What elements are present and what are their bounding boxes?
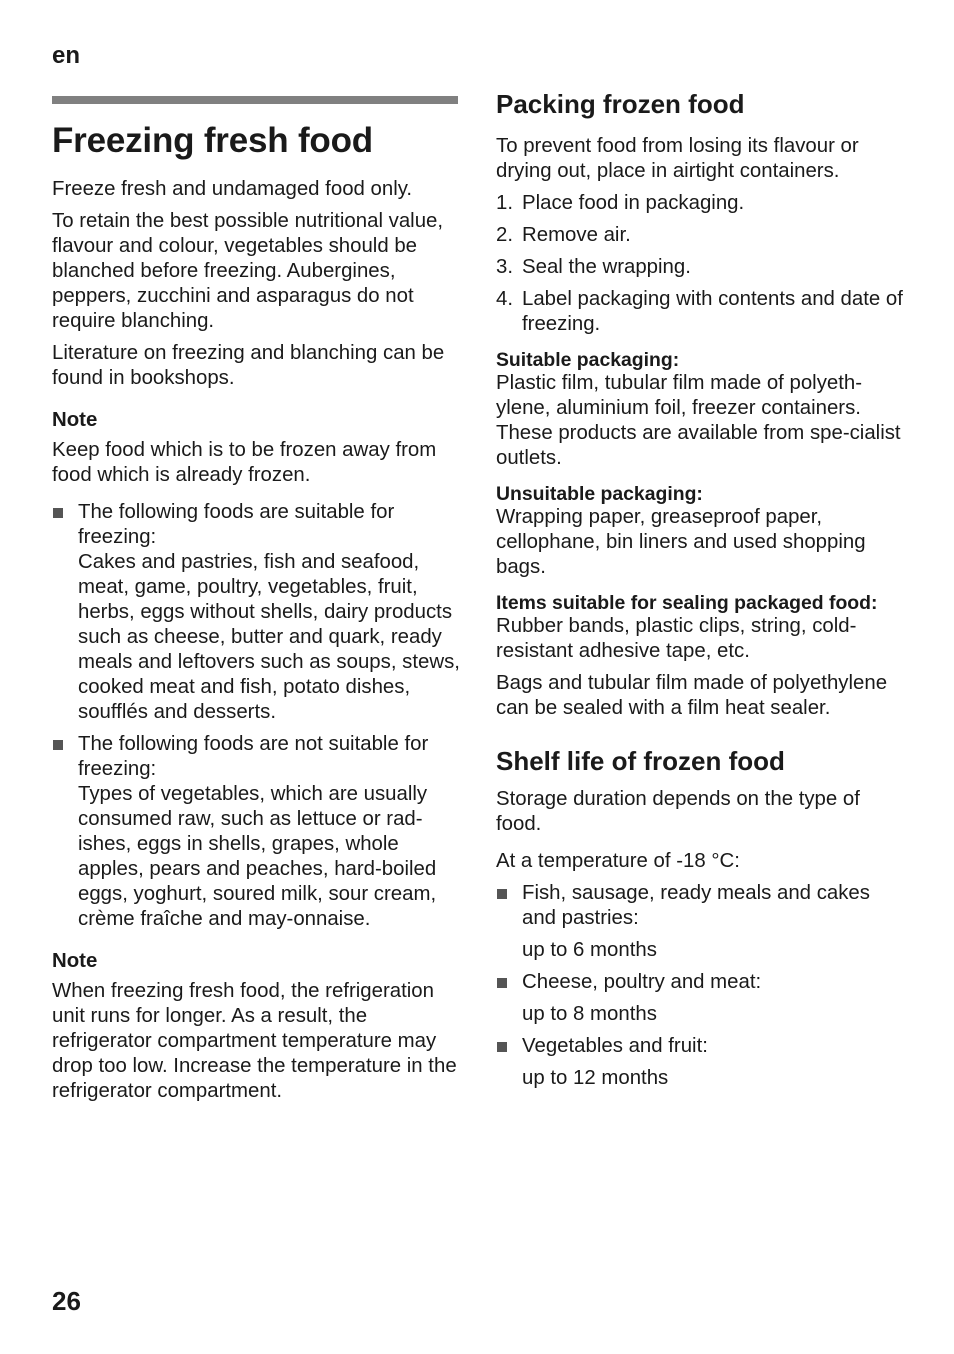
step-number: 4. (496, 288, 514, 310)
square-bullet-icon (497, 889, 507, 899)
step-text: Seal the wrapping. (522, 256, 691, 278)
section-title-packing: Packing frozen food (496, 89, 745, 119)
square-bullet-icon (53, 508, 63, 518)
list-item (496, 191, 906, 216)
step-text: Label packaging with contents and date of freezing. (522, 288, 903, 335)
shelf-duration: up to 8 months (522, 1003, 657, 1025)
square-bullet-icon (497, 978, 507, 988)
note-text: Keep food which is to be frozen away from food which is already frozen. (52, 439, 437, 486)
language-code: en (52, 42, 81, 69)
square-bullet-icon (497, 1042, 507, 1052)
subheading-unsuitable-packaging: Unsuitable packaging: (496, 483, 703, 505)
shelf-duration: up to 6 months (522, 939, 657, 961)
paragraph-packing-intro: To prevent food from losing its flavour or drying out, place in airtight containers. (496, 135, 859, 182)
list-item (496, 223, 906, 248)
paragraph-sealing-items: Rubber bands, plastic clips, string, cold-resistant adhesive tape, etc. (496, 615, 857, 662)
paragraph-temperature: At a temperature of -18 °C: (496, 850, 740, 872)
note-heading: Note (52, 409, 98, 431)
shelf-life-list (496, 1034, 906, 1059)
list-item-lead: The following foods are suitable for freezing: (78, 501, 395, 548)
note-heading: Note (52, 950, 98, 972)
step-number: 3. (496, 256, 514, 278)
paragraph-suitable-packaging: Plastic film, tubular film made of polyeth-ylene, aluminium foil, freezer containers. These products are available from spe-cialist outlets. (496, 372, 901, 469)
list-item-body: Types of vegetables, which are usually consumed raw, such as lettuce or rad-ishes, eggs in shells, grapes, whole apples, pears and peaches, hard-boiled eggs, yoghurt, soured milk, sour cream, crème fraîche and may-onnaise. (78, 783, 437, 930)
right-column (496, 88, 906, 1098)
step-number: 1. (496, 192, 514, 214)
paragraph-heat-sealer: Bags and tubular film made of polyethylene can be sealed with a film heat sealer. (496, 672, 888, 719)
list-item-suitable (52, 500, 460, 725)
list-item (496, 881, 906, 931)
shelf-duration: up to 12 months (522, 1067, 669, 1089)
list-item (496, 970, 906, 995)
list-item (496, 1034, 906, 1059)
section-title-shelf-life: Shelf life of frozen food (496, 746, 785, 776)
food-category: Fish, sausage, ready meals and cakes and pastries: (522, 882, 870, 929)
note-text: When freezing fresh food, the refrigeration unit runs for longer. As a result, the refrigerator compartment temperature may drop too low. Increase the temperature in the refrigerator compartment. (52, 980, 457, 1102)
list-item-body: Cakes and pastries, fish and seafood, meat, game, poultry, vegetables, fruit, herbs, eggs without shells, dairy products such as cheese, butter and quark, ready meals and leftovers such as soups, stews, cooked meat and fish, potato dishes, soufflés and desserts. (78, 551, 460, 723)
list-item (496, 287, 906, 337)
subheading-suitable-packaging: Suitable packaging: (496, 349, 680, 371)
page-number: 26 (52, 1286, 81, 1316)
shelf-life-list (496, 881, 906, 931)
paragraph-fresh-only: Freeze fresh and undamaged food only. (52, 178, 413, 200)
shelf-life-list (496, 970, 906, 995)
subheading-sealing-items: Items suitable for sealing packaged food: (496, 592, 878, 614)
list-item-not-suitable (52, 732, 460, 932)
step-text: Place food in packaging. (522, 192, 745, 214)
section-divider (52, 96, 458, 104)
step-text: Remove air. (522, 224, 631, 246)
paragraph-shelf-intro: Storage duration depends on the type of food. (496, 788, 860, 835)
suitability-list (52, 500, 460, 932)
food-category: Cheese, poultry and meat: (522, 971, 762, 993)
packing-steps-list (496, 191, 906, 337)
list-item (496, 255, 906, 280)
section-title-freezing: Freezing fresh food (52, 121, 373, 160)
list-item-lead: The following foods are not suitable for freezing: (78, 733, 429, 780)
square-bullet-icon (53, 740, 63, 750)
paragraph-literature: Literature on freezing and blanching can be found in bookshops. (52, 342, 445, 389)
left-column (52, 96, 460, 1111)
step-number: 2. (496, 224, 514, 246)
food-category: Vegetables and fruit: (522, 1035, 708, 1057)
paragraph-blanching: To retain the best possible nutritional value, flavour and colour, vegetables should be blanched before freezing. Aubergines, peppers, zucchini and asparagus do not require blanching. (52, 210, 444, 332)
paragraph-unsuitable-packaging: Wrapping paper, greaseproof paper, cellophane, bin liners and used shopping bags. (496, 506, 866, 578)
